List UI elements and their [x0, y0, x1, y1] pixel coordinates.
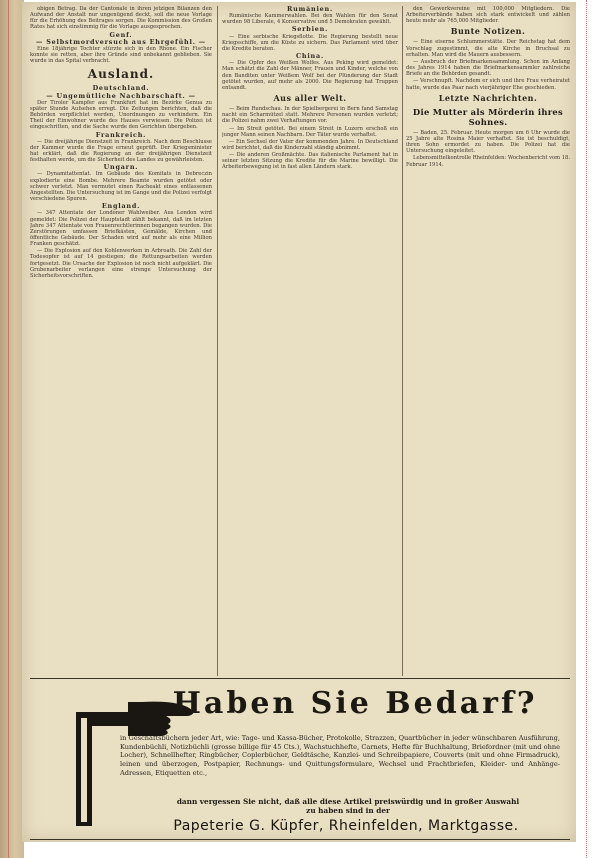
advertisement-bottom-rule	[30, 839, 570, 840]
headline-mutter-moerderin: Die Mutter als Mörderin ihres Sohnes.	[412, 106, 564, 127]
ad-call-to-action	[138, 798, 558, 816]
section-heading-deutschland: Deutschland.	[92, 84, 150, 93]
book-spine-edge	[0, 0, 24, 858]
column-3	[406, 6, 570, 680]
column-2	[222, 6, 398, 680]
article-text: Lebensmittelkontrolle Rheinfelden: Wochenbericht vom 18. Februar 1914.	[406, 155, 570, 168]
article-text: — Eine serbische Kriegsflotte. Die Regierung bestellt neue Kriegsschiffe, um die Küste zu sichern. Das Parlament wird über die Kredite beraten.	[222, 33, 398, 52]
column-1	[30, 6, 212, 680]
margin-line	[8, 0, 9, 858]
article-text: Rumänische Kammerwahlen. Bei den Wahlen für den Senat wurden 98 Liberale, 4 Konservative und 5 Demokraten gewählt.	[222, 13, 398, 26]
margin-dotted-line	[586, 0, 587, 858]
article-text: — Im Streit getötet. Bei einem Streit in Luzern erschoß ein junger Mann seinen Nachbarn. Der Täter wurde verhaftet.	[222, 125, 398, 138]
section-title-aus-aller-welt: Aus aller Welt.	[273, 93, 347, 104]
article-text: obigen Betrag. Da der Cantonale in ihren jetzigen Bilanzen den Aufwand der Anstalt nur ungenügend deckt, soll die neue Vorlage für die Erhöhung des Beitrages sorgen. Die Kommission des Großen Rates hat sich einstimmig für die Vorlage ausgesprochen.	[30, 6, 212, 31]
article-text: — Die dreijährige Dienstzeit in Frankreich. Nach dem Beschlusse der Kammer wurde die Frage erneut geprüft. Der Kriegsminister hat erklärt, daß die Regierung an der dreijährigen Dienstzeit festhalten werde, um die Sicherheit des Landes zu gewährleisten.	[30, 138, 212, 164]
article-text: — Beim Rundschau. In der Spielbergerei in Bern fand Samstag nacht ein Scharmützel statt. Mehrere Personen wurden verletzt; die Polizei nahm zwei Verhaftungen vor.	[222, 106, 398, 125]
section-title-ausland: Ausland.	[87, 67, 155, 82]
article-text: Der Tiroler Kampfer aus Frankfurt hat im Bezirke Genua zu später Stunde Aufsehen erregt. Die Zeitungen berichten, daß die Behörden verpflichtet werden, Unordnungen zu verhindern. Ein Theil der Einwohner wurde des Hauses verwiesen. Die Polizei ist eingeschritten, und die Sache wurde den Gerichten übergeben.	[30, 99, 212, 131]
ad-cta-line-2: zu haben sind in der	[306, 805, 390, 815]
article-text: — Die Explosion auf den Kohlenwerken in Arbroath. Die Zahl der Todesopfer ist auf 14 gestiegen; die Rettungsarbeiten werden fortgesetzt. Die Ursache der Explosion ist noch nicht aufgeklärt. Die Grubenarbeiter verlangen eine strenge Untersuchung der Sicherheitsvorschriften.	[30, 248, 212, 279]
article-text: den Gewerkvereine mit 100,000 Mitgliedern. Die Arbeiterverbände haben sich stark entwickelt und zählen heute mehr als 765,000 Mitglieder.	[406, 6, 570, 25]
ad-store-name: Papeterie G. Küpfer, Rheinfelden, Marktgasse.	[173, 818, 519, 834]
article-text: — Verschnupft. Nachdem er sich und ihre Frau verheiratet hatte, wurde das Paar nach vierjähriger Ehe geschieden.	[406, 78, 570, 91]
article-text: — 347 Attentate der Londoner Wahlweiber. Aus London wird gemeldet: Die Polizei der Hauptstadt zählt bekannt, daß im letzten Jahre 347 Attentate von Frauenrechtlerinnen begangen wurden. Die Zerstörungen umfassen Briefkästen, Gemälde, Kirchen und öffentliche Gebäude. Der Schaden wird auf mehr als eine Million Franken geschätzt.	[30, 210, 212, 248]
right-margin	[576, 0, 600, 858]
section-title-bunte-notizen: Bunte Notizen.	[450, 26, 526, 37]
article-text: — Dynamitattentat. Im Gebäude des Komitats in Debreczin explodierte eine Bombe. Mehrere Beamte wurden getötet oder schwer verletzt. Man vermutet einen Racheakt eines entlassenen Angestellten. Die Untersuchung ist im Gange und die Polizei verfolgt verschiedene Spuren.	[30, 171, 212, 203]
section-heading-ungarn: Ungarn.	[103, 163, 139, 172]
article-text: — Die Opfer des Weißen Wolfes. Aus Peking wird gemeldet: Man schätzt die Zahl der Männer, Frauen und Kinder, welche von den Banditen unter Weißem Wolf bei der Plünderung der Stadt getötet wurden, auf mehr als 2000. Die Regierung hat Truppen entsandt.	[222, 60, 398, 91]
section-heading-england: England.	[101, 202, 141, 211]
column-rule	[217, 6, 218, 676]
article-text: — Baden, 25. Februar. Heute morgen um 6 Uhr wurde die 25 Jahre alte Rosina Maier verhaftet. Sie ist beschuldigt, ihren Sohn ermordet zu haben. Die Polizei hat die Untersuchung eingeleitet.	[406, 129, 570, 155]
section-heading-genf: Genf.	[109, 30, 133, 39]
column-rule	[402, 6, 403, 676]
article-subheading: — Selbstmordversuch aus Ehrgefühl. —	[36, 37, 206, 46]
section-heading-china: China.	[296, 52, 324, 61]
advertisement	[30, 680, 570, 838]
article-text: — Ausbruch der Briefmarkensammlung. Schon im Anfang des Jahres 1914 haben die Briefmarkensammler zahlreiche Briefe an die Behörden gesandt.	[406, 58, 570, 78]
article-text: Eine 18jährige Tochter stürzte sich in den Rhone. Ein Fischer konnte sie retten, aber ihre Gründe sind unbekannt geblieben. Sie wurde in das Spital verbracht.	[30, 45, 212, 65]
ad-headline: Haben Sie Bedarf?	[172, 686, 538, 721]
article-text: — Eine eiserne Schlummerstätte. Der Reichstag hat dem Vorschlag zugestimmt, die alte Kirche in Bruchsal zu erhalten. Man wird die Mauern ausbessern.	[406, 39, 570, 58]
ad-body-text: in Geschäftsbüchern jeder Art, wie: Tage- und Kassa-Bücher, Protokolle, Strazzen, Quartbücher in jeder wünschbaren Ausführung, Kundenbüchli, Notizbüchli (grosse billige für 45 Cts.), Wachstuchhefte, Carnets, Hefte für Buchhaltung, Briefordner (mit und ohne Locher), Schnellhefter, Ringbücher, Coplerbücher, Geldtäsche, Kanzlei- und Schreibpapiere, Couverts (mit und ohne Firmadruck), leinen und überzogen, Postpapier, Rechnungs- und Quittungsformulare, Wechsel und Frachtbriefen, Kleider- und Anhänge-Adressen, Etiquetten etc.,	[120, 734, 560, 777]
section-heading-serbien: Serbien.	[291, 25, 329, 34]
article-text: — Ein Sechsel der Vater der kommenden Jahre. In Deutschland wird berichtet, daß die Kinderzahl ständig abnimmt.	[222, 138, 398, 151]
section-heading-frankreich: Frankreich.	[95, 130, 147, 139]
article-text: — Die anderen Großmächte. Das italienische Parlament hat in seiner letzten Sitzung die Kredite für die Marine bewilligt. Die Arbeiterbewegung ist in fast allen Ländern stark.	[222, 152, 398, 171]
ad-cta-line-1: dann vergessen Sie nicht, daß alle diese Artikel preiswürdig und in großer Auswahl	[176, 797, 520, 806]
section-title-letzte-nachrichten: Letzte Nachrichten.	[438, 92, 538, 103]
newspaper-page	[22, 2, 576, 842]
article-subheading: — Ungemütliche Nachbarschaft. —	[46, 91, 196, 100]
section-heading-rumaenien: Rumänien.	[286, 6, 334, 13]
advertisement-top-rule	[30, 678, 570, 679]
